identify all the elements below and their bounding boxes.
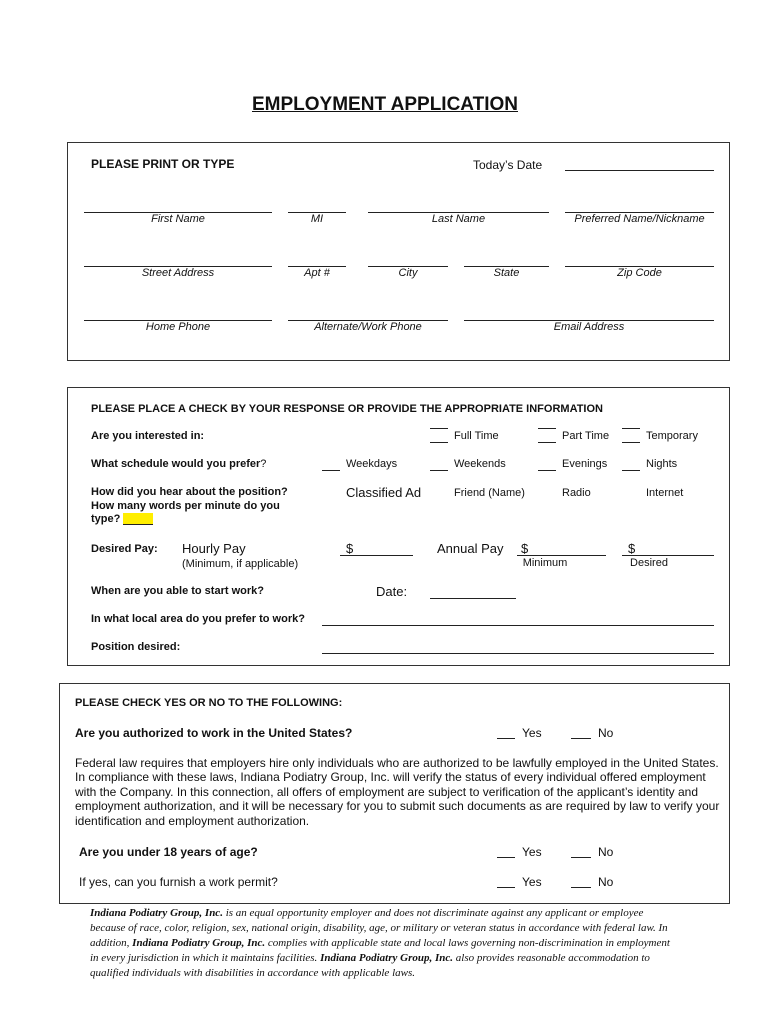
state-caption: State [493, 267, 520, 279]
part-time-check[interactable] [538, 428, 556, 429]
print-or-type-heading: PLEASE PRINT OR TYPE [91, 157, 235, 171]
position-label: Position desired: [91, 641, 181, 653]
minimum-caption: Minimum [522, 557, 568, 569]
nights-check[interactable] [622, 470, 640, 471]
alt-phone-caption: Alternate/Work Phone [314, 321, 422, 333]
wpm-label-2: type? [91, 513, 153, 525]
authorized-no-label: No [598, 726, 614, 740]
hourly-note: (Minimum, if applicable) [182, 558, 299, 570]
preferred-name-caption: Preferred Name/Nickname [574, 213, 705, 225]
date-label: Date: [376, 584, 408, 599]
schedule-label: What schedule would you prefer? [91, 458, 267, 470]
temporary-label: Temporary [646, 430, 698, 442]
wpm-field[interactable] [123, 513, 153, 525]
permit-yes-check[interactable] [497, 887, 515, 888]
hourly-pay-field[interactable] [340, 555, 413, 556]
under18-yes-check[interactable] [497, 857, 515, 858]
under18-no-check[interactable] [571, 857, 591, 858]
permit-no-label: No [598, 875, 614, 889]
hear-label: How did you hear about the position? [91, 486, 288, 498]
wpm-label: How many words per minute do you [91, 500, 280, 512]
check-response-heading: PLEASE PLACE A CHECK BY YOUR RESPONSE OR PROVIDE THE APPROPRIATE INFORMATION [91, 403, 603, 415]
hourly-dollar: $ [346, 541, 354, 556]
radio-option[interactable]: Radio [562, 487, 591, 499]
eeo-statement: Indiana Podiatry Group, Inc. is an equal opportunity employer and does not discriminate against any applicant or employee because of race, color, religion, sex, national origin, disability, age, or military or veteran status in accordance with federal law. In addition, Indiana Podiatry Group, Inc. complies with applicable state and local laws governing non-discrimination in employment in every jurisdiction in which it maintains facilities. Indiana Podiatry Group, Inc. also provides reasonable accommodation to qualified individuals with disabilities in accordance with applicable laws. [90, 907, 670, 979]
city-caption: City [398, 267, 418, 279]
annual-desired-field[interactable] [622, 555, 714, 556]
under18-question: Are you under 18 years of age? [79, 845, 258, 859]
permit-question: If yes, can you furnish a work permit? [79, 875, 278, 889]
federal-law-paragraph: Federal law requires that employers hire only individuals who are authorized to be lawfully employed in the United States. In compliance with these laws, Indiana Podiatry Group, Inc. will verify the status of every individual offered employment with the Company. In this connection, all offers of employment are subject to verification of the applicant’s identity and employment authorization, and it will be necessary for you to submit such documents as are required by law to verify your identification and employment authorization. [75, 756, 720, 828]
home-phone-caption: Home Phone [145, 321, 211, 333]
last-name-caption: Last Name [431, 213, 486, 225]
first-name-caption: First Name [151, 213, 205, 225]
hourly-pay-label: Hourly Pay [182, 541, 246, 556]
authorized-yes-check[interactable] [497, 738, 515, 739]
page-title: EMPLOYMENT APPLICATION [252, 94, 518, 115]
yes-no-heading: PLEASE CHECK YES OR NO TO THE FOLLOWING: [75, 697, 343, 709]
part-time-check-2[interactable] [538, 442, 556, 443]
apt-caption: Apt # [304, 267, 330, 279]
internet-option[interactable]: Internet [646, 487, 684, 499]
classified-ad-option[interactable]: Classified Ad [346, 485, 422, 500]
zip-caption: Zip Code [617, 267, 662, 279]
annual-desired-dollar: $ [628, 541, 636, 556]
mi-caption: MI [310, 213, 324, 225]
permit-yes-label: Yes [522, 875, 542, 889]
authorized-no-check[interactable] [571, 738, 591, 739]
start-date-field[interactable] [430, 598, 516, 599]
weekends-check[interactable] [430, 470, 448, 471]
temporary-check-2[interactable] [622, 442, 640, 443]
weekends-label: Weekends [454, 458, 506, 470]
authorized-question: Are you authorized to work in the United States? [75, 726, 353, 740]
full-time-label: Full Time [454, 430, 499, 442]
local-area-field[interactable] [322, 625, 714, 626]
annual-min-dollar: $ [521, 541, 529, 556]
street-address-caption: Street Address [141, 267, 215, 279]
position-field[interactable] [322, 653, 714, 654]
under18-no-label: No [598, 845, 614, 859]
weekdays-check[interactable] [322, 470, 340, 471]
local-area-label: In what local area do you prefer to work? [91, 613, 305, 625]
evenings-check[interactable] [538, 470, 556, 471]
annual-pay-label: Annual Pay [437, 541, 504, 556]
temporary-check[interactable] [622, 428, 640, 429]
full-time-check-2[interactable] [430, 442, 448, 443]
nights-label: Nights [646, 458, 678, 470]
friend-option[interactable]: Friend (Name) [454, 487, 525, 499]
authorized-yes-label: Yes [522, 726, 542, 740]
full-time-check[interactable] [430, 428, 448, 429]
permit-no-check[interactable] [571, 887, 591, 888]
start-work-label: When are you able to start work? [91, 585, 264, 597]
annual-min-field[interactable] [517, 555, 606, 556]
under18-yes-label: Yes [522, 845, 542, 859]
desired-caption: Desired [630, 557, 668, 569]
desired-pay-label: Desired Pay: [91, 543, 158, 555]
weekdays-label: Weekdays [346, 458, 398, 470]
todays-date-label: Today’s Date [473, 158, 543, 172]
email-caption: Email Address [553, 321, 625, 333]
todays-date-field[interactable] [565, 170, 714, 171]
interested-label: Are you interested in: [91, 430, 205, 442]
evenings-label: Evenings [562, 458, 608, 470]
part-time-label: Part Time [562, 430, 610, 442]
